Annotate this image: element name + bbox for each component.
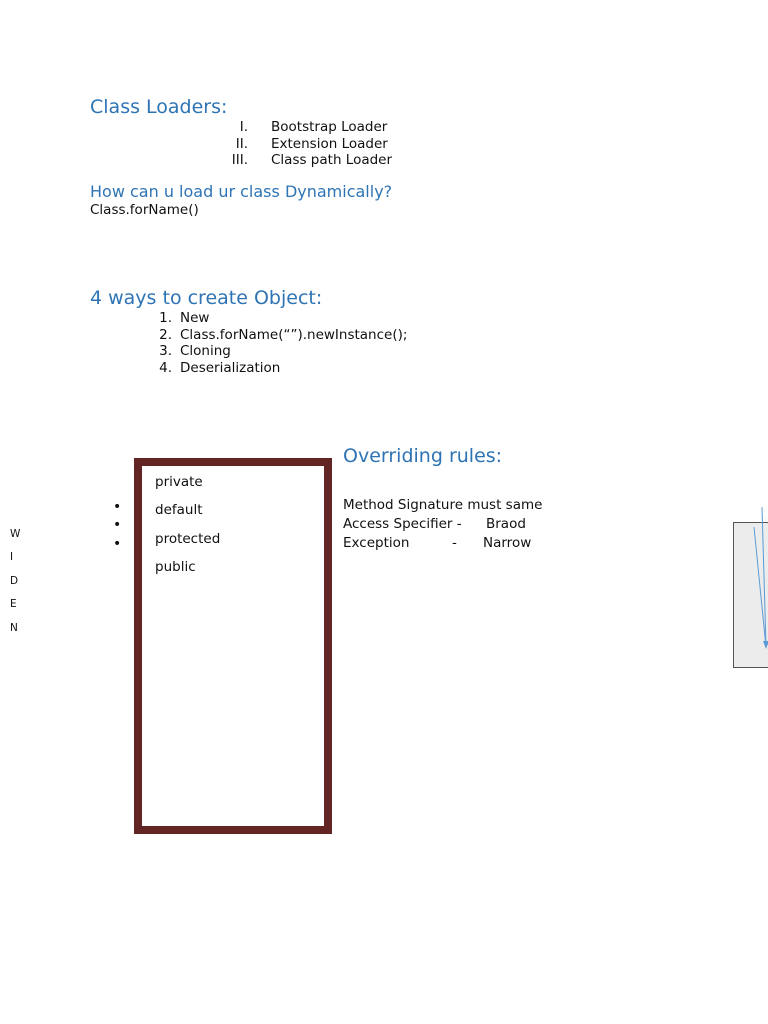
widen-letter: E [10,598,17,610]
list-item-label: Class.forName(“”).newInstance(); [180,326,408,343]
list-item-label: New [180,310,210,326]
list-item-label: Cloning [180,343,231,359]
dynamic-load-answer: Class.forName() [90,202,199,218]
widen-arrow-icon [733,505,768,655]
class-loaders-heading: Class Loaders: [90,96,228,118]
list-item-number: II. [235,135,248,152]
access-item-protected: protected [155,531,221,547]
access-item-private: private [155,474,203,490]
access-item-default: default [155,502,203,518]
list-item [212,119,392,136]
list-item [154,327,407,344]
overriding-heading: Overriding rules: [343,445,503,467]
rule-exception-sep: - [452,535,457,551]
rule-access-specifier-key: Access Specifier - [343,516,462,532]
list-item-label: Extension Loader [271,135,388,152]
list-item-label: Bootstrap Loader [271,119,388,135]
list-item-number: 4. [159,359,172,376]
rule-exception-value: Narrow [483,535,532,551]
access-item-public: public [155,559,196,575]
list-item-number: 3. [159,343,172,359]
dynamic-load-heading: How can u load ur class Dynamically? [90,182,393,201]
rule-method-signature: Method Signature must same [343,497,543,513]
bullet: • [113,517,122,533]
create-object-heading: 4 ways to create Object: [90,287,323,309]
list-item [212,152,392,169]
list-item-number: I. [239,119,248,135]
list-item [154,310,407,327]
widen-letter: D [10,575,19,587]
bullet: • [113,499,122,515]
create-object-list [154,310,407,376]
rule-exception-key: Exception [343,535,410,551]
list-item-label: Deserialization [180,359,281,376]
rule-access-specifier-value: Braod [486,516,526,532]
widen-letter: W [10,528,21,540]
bullet: • [113,536,122,552]
list-item-number: III. [231,152,248,168]
widen-letter: N [10,622,18,634]
list-item-number: 1. [159,310,172,326]
list-item-label: Class path Loader [271,152,393,168]
widen-letter: I [10,551,14,563]
list-item [154,360,407,377]
list-item-number: 2. [159,326,172,343]
list-item [212,136,392,153]
class-loaders-list [212,119,392,169]
list-item [154,343,407,360]
